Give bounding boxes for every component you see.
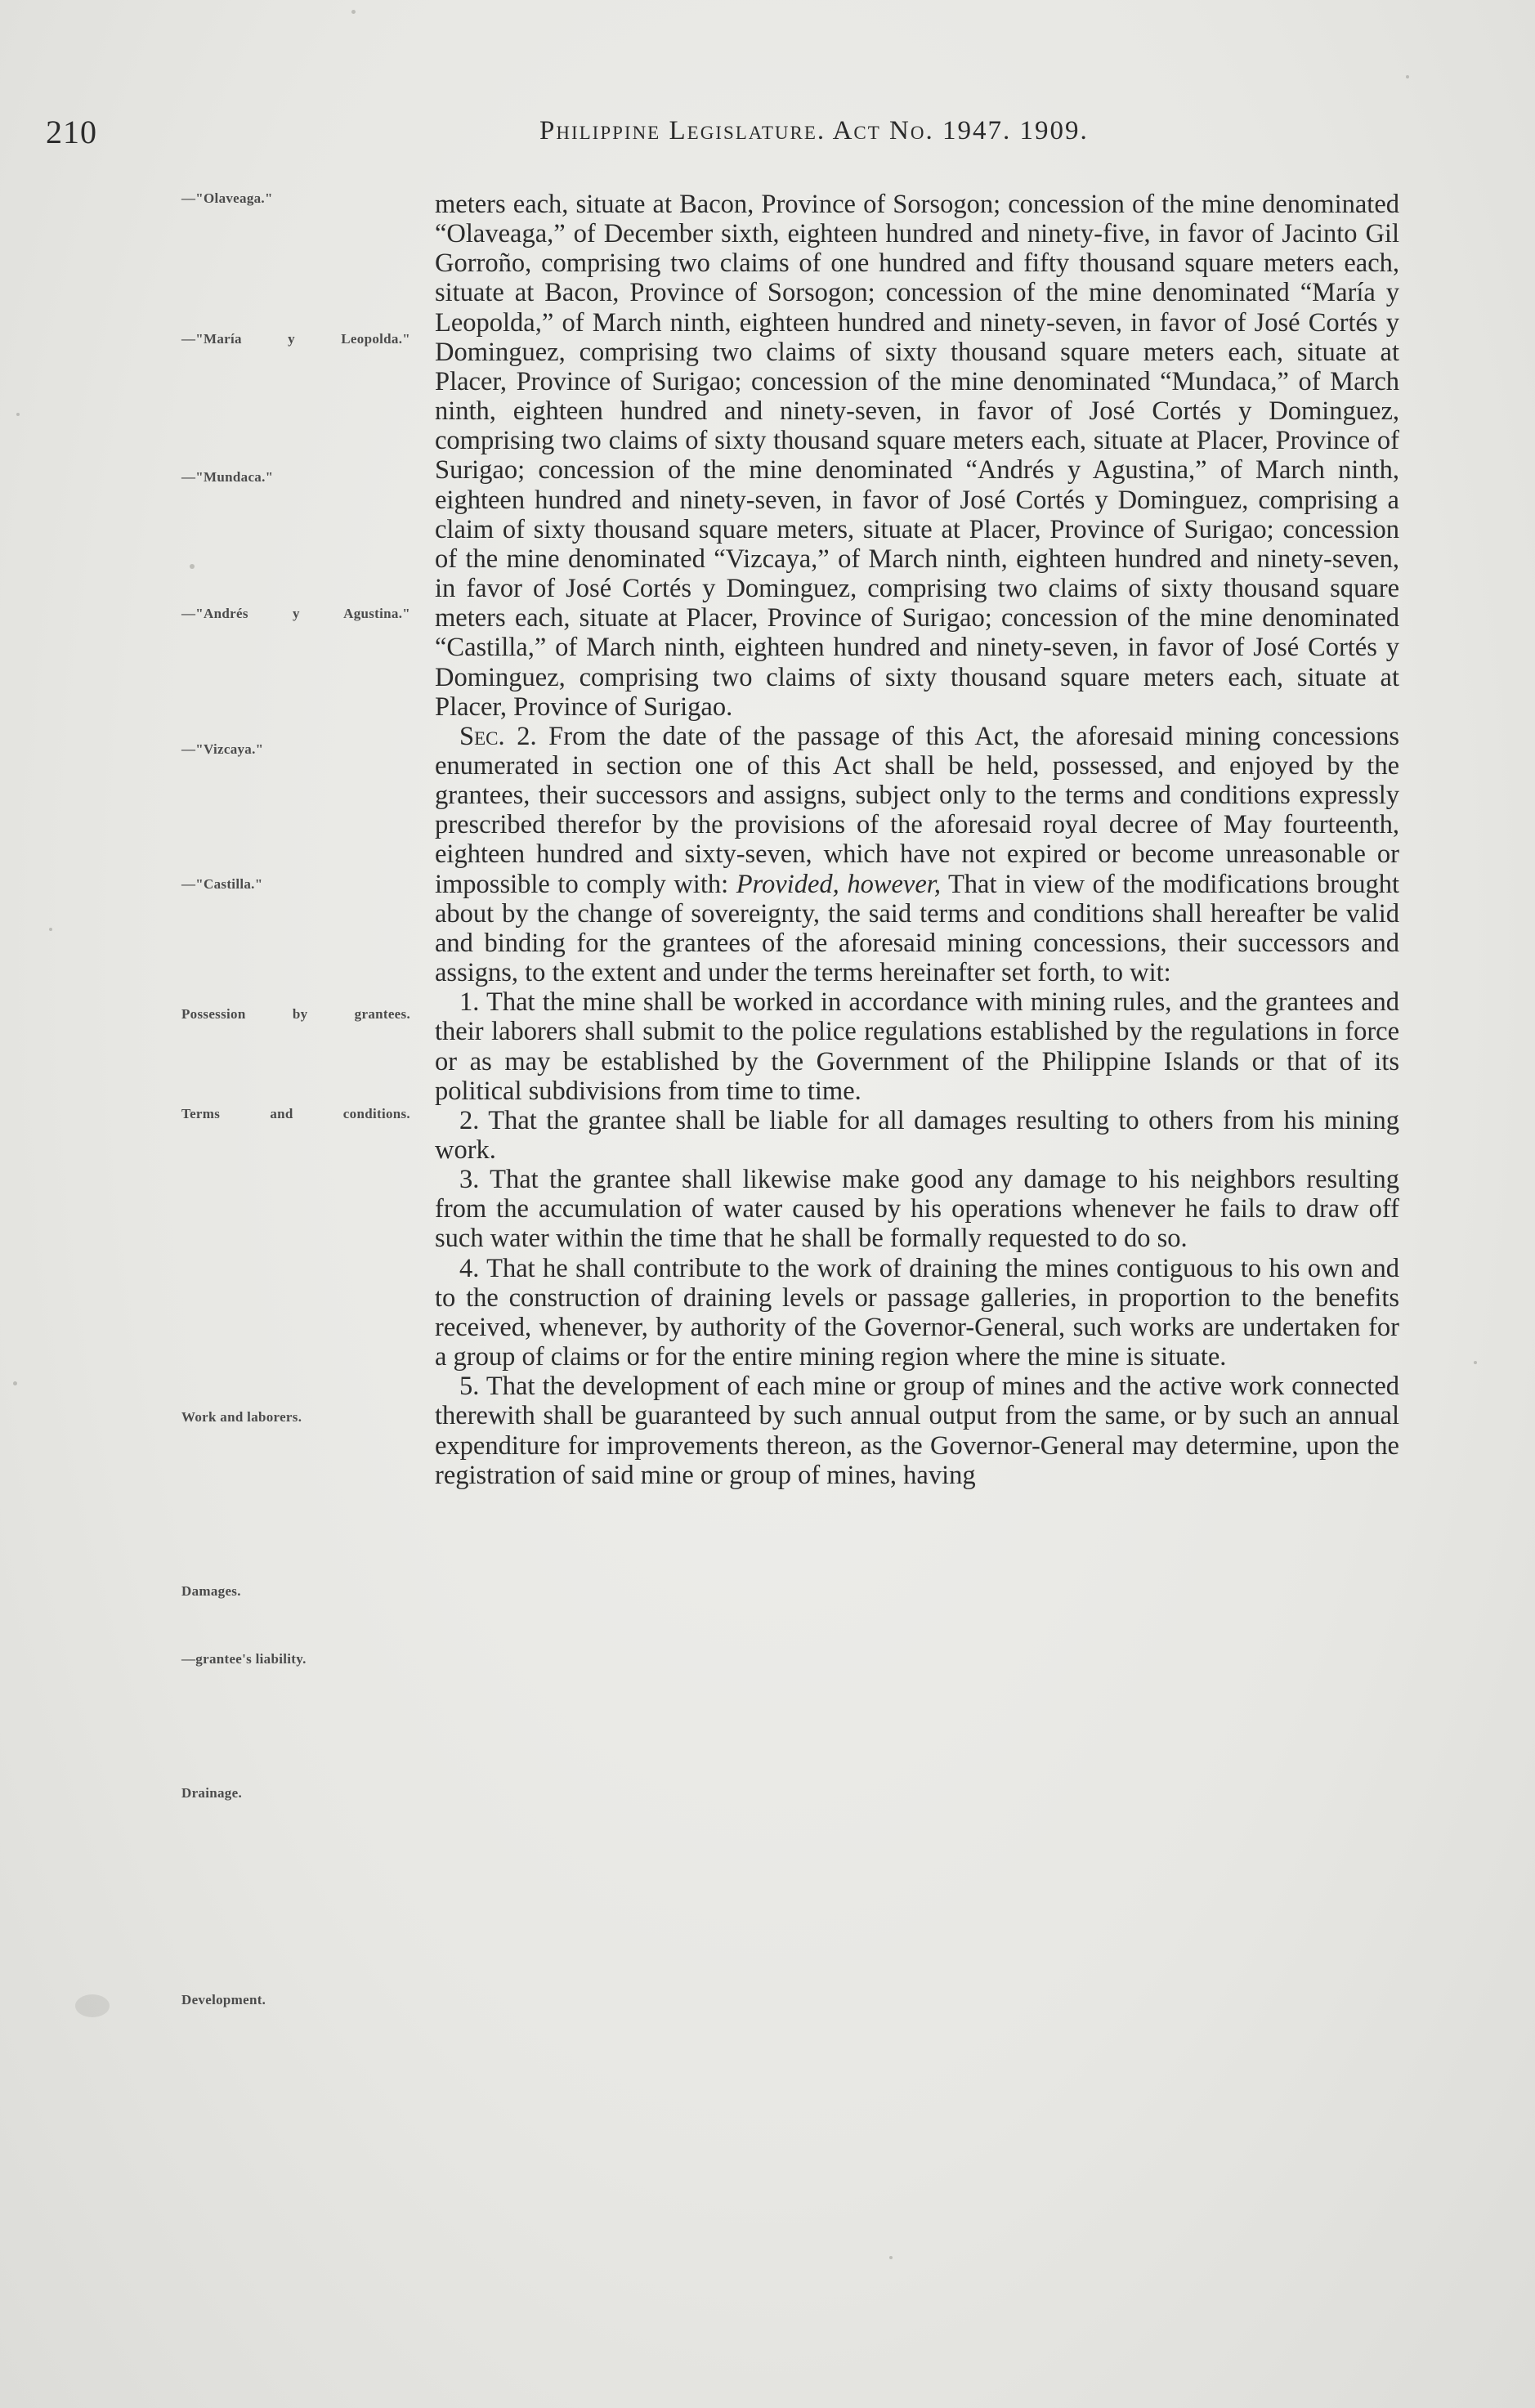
paragraph-item-4: 4. That he shall contribute to the work of draining the mines contiguous to his own and to the construction of draining levels or passage galleries, in proportion to the benefits received, whenever, by authority of the Governor-General, such works are undertaken for a group of claims or for the entire mining region where the mine is situate. — [435, 1253, 1399, 1372]
margin-note-terms: Terms and conditions. — [181, 1106, 410, 1121]
proviso: Provided, however, — [736, 869, 941, 899]
page-header — [0, 113, 1535, 162]
running-head: Philippine Legislature. Act No. 1947. 1909. — [539, 116, 1089, 145]
margin-note-mundaca: —"Mundaca." — [181, 469, 274, 485]
scan-speck — [351, 10, 356, 14]
margin-note-vizcaya: —"Vizcaya." — [181, 741, 264, 757]
scan-speck — [889, 2256, 893, 2259]
scan-speck — [190, 564, 195, 569]
margin-note-damages: Damages. — [181, 1583, 241, 1599]
margin-note-development: Development. — [181, 1992, 266, 2007]
scan-speck — [16, 413, 20, 416]
section-2-text-a: From the date of the passage of this Act, the aforesaid mining concessions enumerated in section one of this Act shall be held, possessed, and enjoyed by the grantees, their successors and assigns, subject only to the terms and conditions expressly prescribed therefor by the provisions of the aforesaid royal decree of May fourteenth, eighteen hundred and sixty-seven, which have not expired or become unreasonable or impossible to comply with: — [435, 721, 1399, 899]
section-label: Sec. 2. — [459, 721, 537, 751]
margin-note-andres-y-agustina: —"Andrés y Agustina." — [181, 606, 410, 621]
margin-note-maria-y-leopolda: —"María y Leopolda." — [181, 331, 410, 347]
paragraph-item-1: 1. That the mine shall be worked in accordance with mining rules, and the grantees and their laborers shall submit to the police regulations established by the regulations in force or as may be established by the Government of the Philippine Islands or that of its political subdivisions from time to time. — [435, 987, 1399, 1106]
margin-note-castilla: —"Castilla." — [181, 876, 263, 892]
margin-note-liability: —grantee's liability. — [181, 1651, 307, 1667]
paragraph-item-3: 3. That the grantee shall likewise make good any damage to his neighbors resulting from the accumulation of water caused by his operations whenever he fails to draw off such water within the time that he shall be formally requested to do so. — [435, 1165, 1399, 1254]
scan-smudge — [75, 1994, 110, 2017]
paragraph-section-2 — [435, 722, 1399, 987]
section-2-text-b: That in view of the modifications brought about by the change of sovereignty, the said terms and conditions shall hereafter be valid and binding for the grantees of the aforesaid mining concessions, their successors and assigns, to the extent and under the terms hereinafter set forth, to wit: — [435, 869, 1399, 988]
margin-note-drainage: Drainage. — [181, 1785, 242, 1801]
paragraph-item-2: 2. That the grantee shall be liable for all damages resulting to others from his mining work. — [435, 1105, 1399, 1165]
margin-note-olaveaga: —"Olaveaga." — [181, 190, 273, 206]
page-number: 210 — [46, 114, 97, 150]
body-text — [435, 190, 1399, 1490]
scan-speck — [1406, 75, 1409, 78]
margin-note-work: Work and laborers. — [181, 1409, 302, 1425]
paragraph-item-5: 5. That the development of each mine or group of mines and the active work connected therewith shall be guaranteed by such annual output from the same, or by such an annual expenditure for improvements thereon, as the Governor-General may determine, upon the registration of said mine or group of mines, having — [435, 1372, 1399, 1490]
scan-speck — [49, 928, 52, 931]
paragraph-concessions: meters each, situate at Bacon, Province of Sorsogon; concession of the mine denominated “Olaveaga,” of December sixth, eighteen hundred and ninety-five, in favor of Jacinto Gil Gorroño, comprising two claims of one hundred and fifty thousand square meters each, situate at Bacon, Province of Sorsogon; concession of the mine denominated “María y Leopolda,” of March ninth, eighteen hundred and ninety-seven, in favor of José Cortés y Dominguez, comprising two claims of sixty thousand square meters each, situate at Placer, Province of Surigao; concession of the mine denominated “Mundaca,” of March ninth, eighteen hundred and ninety-seven, in favor of José Cortés y Dominguez, comprising two claims of sixty thousand square meters each, situate at Placer, Province of Surigao; concession of the mine denominated “Andrés y Agustina,” of March ninth, eighteen hundred and ninety-seven, in favor of José Cortés y Dominguez, comprising a claim of sixty thousand square meters, situate at Placer, Province of Surigao; concession of the mine denominated “Vizcaya,” of March ninth, eighteen hundred and ninety-seven, in favor of José Cortés y Dominguez, comprising two claims of sixty thousand square meters each, situate at Placer, Province of Surigao; concession of the mine denominated “Castilla,” of March ninth, eighteen hundred and ninety-seven, in favor of José Cortés y Dominguez, comprising two claims of sixty thousand square meters each, situate at Placer, Province of Surigao. — [435, 190, 1399, 722]
scan-speck — [13, 1381, 17, 1385]
scan-speck — [1474, 1361, 1477, 1364]
margin-note-possession: Possession by grantees. — [181, 1006, 410, 1022]
